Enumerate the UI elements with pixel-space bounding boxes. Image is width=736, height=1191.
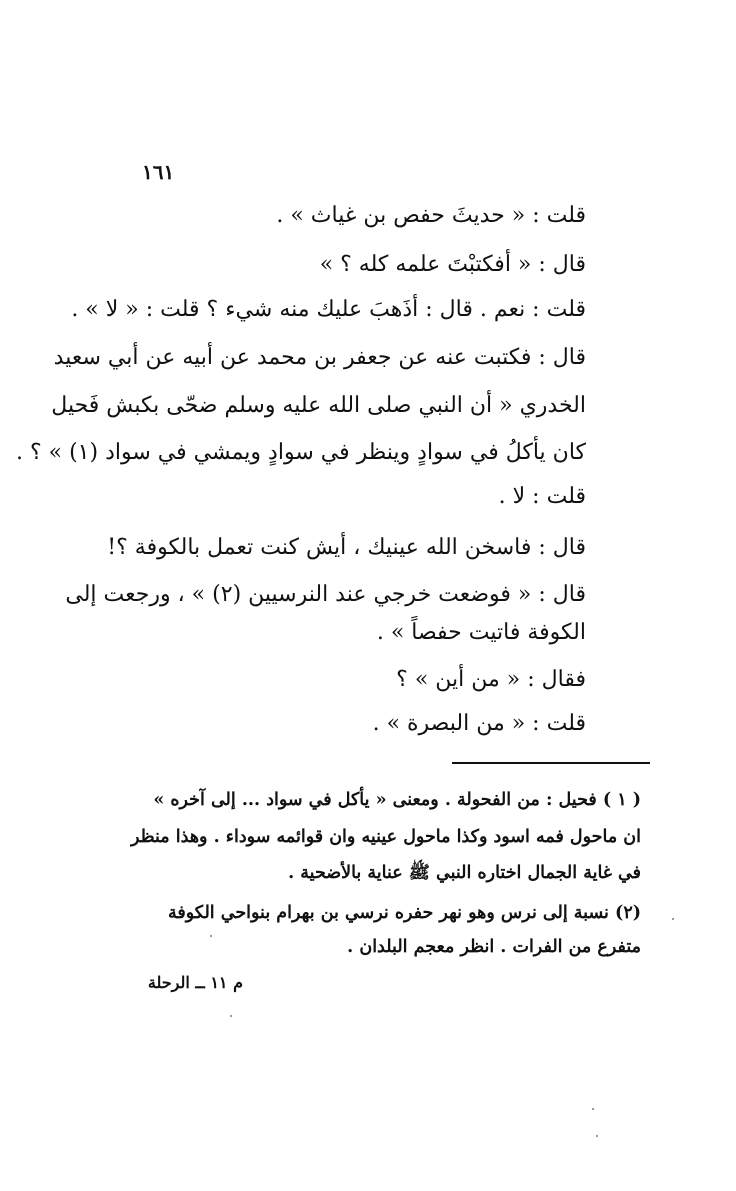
scan-speck: [230, 1015, 232, 1017]
body-line: كان يأكلُ في سوادٍ وينظر في سوادٍ ويمشي في سواد (١) » ؟ .: [15, 440, 586, 465]
scan-speck: [596, 1135, 598, 1137]
footnote-line: ( ١ ) فحيل : من الفحولة . ومعنى « يأكل في سواد ... إلى آخره »: [153, 790, 641, 810]
signature-mark: م ١١ ــ الرحلة: [147, 973, 243, 992]
footnote-line: متفرع من الفرات . انظر معجم البلدان .: [347, 937, 641, 957]
footnote-line: (٢) نسبة إلى نرس وهو نهر حفره نرسي بن بهرام بنواحي الكوفة: [168, 903, 641, 923]
footnote-line: ان ماحول فمه اسود وكذا ماحول عينيه وان قوائمه سوداء . وهذا منظر: [131, 827, 641, 847]
body-line: قلت : « حديثَ حفص بن غياث » .: [276, 203, 586, 228]
body-line: الخدري « أن النبي صلى الله عليه وسلم ضحّى بكبش فَحيل: [51, 393, 586, 418]
scan-speck: [210, 935, 212, 937]
footnote-separator: [452, 762, 650, 764]
body-line: قلت : نعم . قال : أذَهبَ عليك منه شيء ؟ قلت : « لا » .: [71, 297, 586, 322]
body-line: الكوفة فاتيت حفصاً » .: [376, 620, 586, 645]
scan-speck: [592, 1108, 594, 1110]
body-line: فقال : « من أين » ؟: [396, 667, 586, 692]
body-line: قلت : لا .: [498, 484, 586, 509]
footnote-line: في غاية الجمال اختاره النبي ﷺ عناية بالأضحية .: [288, 863, 641, 883]
body-line: قال : « فوضعت خرجي عند النرسيين (٢) » ، ورجعت إلى: [65, 582, 586, 607]
body-line: قلت : « من البصرة » .: [372, 711, 586, 736]
body-line: قال : فكتبت عنه عن جعفر بن محمد عن أبيه عن أبي سعيد: [53, 345, 586, 370]
body-line: قال : « أفكتبْتَ علمه كله ؟ »: [319, 252, 586, 277]
page-number: ١٦١: [142, 160, 175, 184]
body-line: قال : فاسخن الله عينيك ، أيش كنت تعمل بالكوفة ؟!: [107, 535, 586, 560]
scan-speck: [672, 918, 674, 920]
